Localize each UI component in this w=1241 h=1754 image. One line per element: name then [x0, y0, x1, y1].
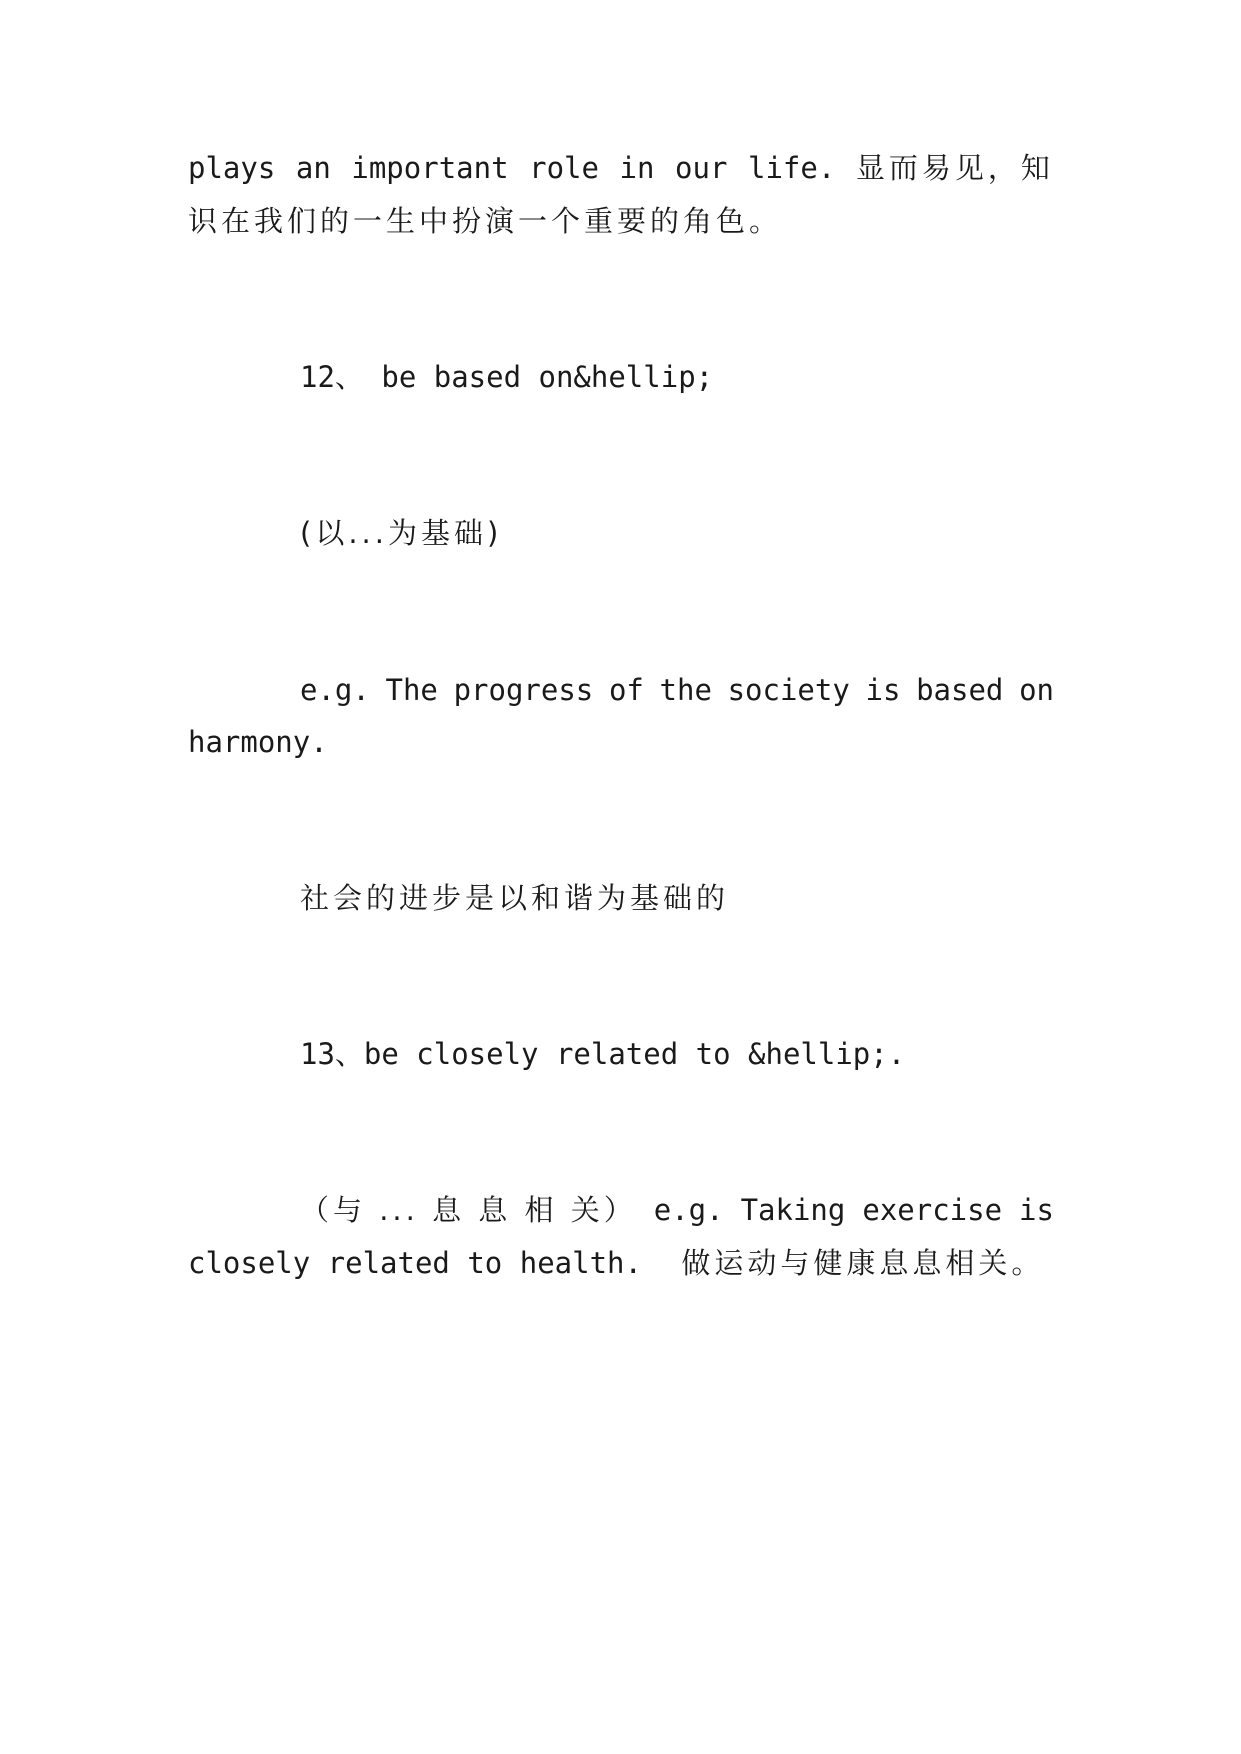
word: in: [619, 151, 655, 185]
item-12-meaning: (以...为基础): [300, 516, 503, 550]
item-12-example-line-2: harmony.: [188, 725, 328, 759]
word: The: [385, 673, 438, 707]
item-13-line-2-cn: 做运动与健康息息相关。: [681, 1246, 1045, 1280]
word: exercise: [862, 1193, 1003, 1227]
word: Taking: [740, 1193, 846, 1227]
word: based: [916, 673, 1004, 707]
word-cn: （与 ... 息 息 相 关）: [300, 1193, 637, 1227]
word: plays: [188, 151, 276, 185]
word: society: [727, 673, 850, 707]
item-12-translation: 社会的进步是以和谐为基础的: [300, 881, 730, 915]
word: life.: [748, 151, 836, 185]
word: role: [529, 151, 599, 185]
word: the: [659, 673, 712, 707]
word: is: [1019, 1193, 1054, 1227]
word: an: [295, 151, 331, 185]
word: progress: [453, 673, 594, 707]
item-12-example-line-1: [300, 670, 1054, 710]
word: is: [865, 673, 901, 707]
word: important: [351, 151, 509, 185]
item-13-line-2: [188, 1243, 1054, 1283]
word: e.g.: [300, 673, 370, 707]
item-13-line-1: [300, 1190, 1054, 1230]
word: our: [675, 151, 728, 185]
word-cn: 显而易见，知: [855, 151, 1054, 185]
item-12-heading: 12、 be based on&hellip;: [300, 360, 714, 394]
word: on: [1019, 673, 1054, 707]
item-13-line-2-en: closely related to health.: [188, 1246, 642, 1280]
item-13-heading: 13、be closely related to &hellip;.: [300, 1037, 906, 1071]
paragraph-1-line-2: 识在我们的一生中扮演一个重要的角色。: [188, 204, 783, 238]
word: e.g.: [653, 1193, 724, 1227]
paragraph-1-line-1: [188, 148, 1054, 188]
word: of: [608, 673, 644, 707]
